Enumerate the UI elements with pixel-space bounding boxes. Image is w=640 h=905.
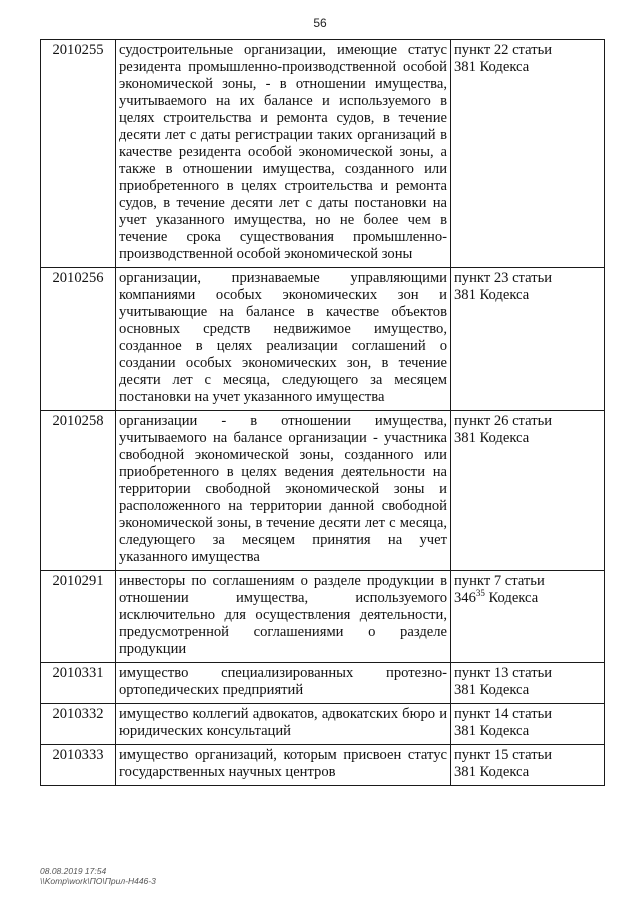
legal-reference-line2: 381 Кодекса — [454, 287, 530, 303]
legal-reference-line1: пункт 23 статьи — [454, 270, 553, 286]
table-row — [41, 663, 605, 704]
footnote-mark: 35 — [475, 588, 485, 599]
legal-reference — [451, 571, 605, 663]
legal-reference-line2: 381 Кодекса — [454, 682, 530, 698]
benefit-description: имущество специализированных протезно-ортопедических предприятий — [116, 663, 451, 704]
benefit-code: 2010256 — [41, 268, 116, 411]
document-footer — [40, 866, 156, 886]
footer-file-path: \\Komp\work\ПО\Прил-Н446-3 — [40, 876, 156, 886]
benefit-description: организации - в отношении имущества, учитываемого на балансе организации - участника свободной экономической зоны, созданного или приобретенного в целях ведения деятельности на территории свободной экономической зоны и расположенного на территории данной свободной экономической зоны, в течение десяти лет с месяца, следующего за месяцем принятия на учет указанного имущества — [116, 411, 451, 571]
legal-reference — [451, 268, 605, 411]
benefit-code: 2010331 — [41, 663, 116, 704]
page-number: 56 — [313, 16, 327, 30]
table-row — [41, 571, 605, 663]
benefit-code: 2010333 — [41, 745, 116, 786]
article-number: 346 — [454, 590, 476, 606]
legal-reference-line1: пункт 15 статьи — [454, 747, 553, 763]
legal-reference — [451, 411, 605, 571]
legal-reference-line1: пункт 13 статьи — [454, 665, 553, 681]
legal-reference — [451, 40, 605, 268]
legal-reference — [451, 745, 605, 786]
benefit-description: инвесторы по соглашениям о разделе продукции в отношении имущества, используемого исключительно для осуществления деятельности, предусмотренной соглашениями о разделе продукции — [116, 571, 451, 663]
tax-benefit-codes-table — [40, 39, 605, 786]
benefit-code: 2010332 — [41, 704, 116, 745]
legal-reference-line2: 381 Кодекса — [454, 764, 530, 780]
legal-reference-line1: пункт 14 статьи — [454, 706, 553, 722]
legal-reference — [451, 663, 605, 704]
table-row — [41, 268, 605, 411]
benefit-code: 2010258 — [41, 411, 116, 571]
benefit-description: судостроительные организации, имеющие статус резидента промышленно-производственной особой экономической зоны, - в отношении имущества, учитываемого на их балансе и используемого в целях строительства и ремонта судов, в течение десяти лет с даты регистрации таких организаций в качестве резидента особой экономической зоны, а также в отношении имущества, созданного или приобретенного в целях строительства и ремонта судов, в течение десяти лет с даты постановки на учет указанного имущества, но не более чем в течение срока существования промышленно-производственной особой экономической зоны — [116, 40, 451, 268]
benefit-code: 2010291 — [41, 571, 116, 663]
legal-reference-line2: 381 Кодекса — [454, 723, 530, 739]
legal-reference-line2: 381 Кодекса — [454, 59, 530, 75]
legal-reference-line1: пункт 7 статьи — [454, 573, 545, 589]
legal-reference-line2: 381 Кодекса — [454, 430, 530, 446]
table-row — [41, 704, 605, 745]
benefit-description: организации, признаваемые управляющими компаниями особых экономических зон и учитывающие на балансе в качестве объектов основных средств недвижимое имущество, созданное в целях реализации соглашений о создании особых экономических зон, в течение десяти лет с месяца, следующего за месяцем постановки на учет указанного имущества — [116, 268, 451, 411]
legal-reference-line1: пункт 26 статьи — [454, 413, 553, 429]
legal-reference-line1: пункт 22 статьи — [454, 42, 553, 58]
table-row — [41, 411, 605, 571]
benefit-description: имущество организаций, которым присвоен статус государственных научных центров — [116, 745, 451, 786]
footer-timestamp: 08.08.2019 17:54 — [40, 866, 107, 876]
benefit-description: имущество коллегий адвокатов, адвокатских бюро и юридических консультаций — [116, 704, 451, 745]
table-row — [41, 40, 605, 268]
table-row — [41, 745, 605, 786]
code-label: Кодекса — [484, 590, 539, 606]
legal-reference-line2 — [454, 590, 601, 607]
benefit-code: 2010255 — [41, 40, 116, 268]
legal-reference — [451, 704, 605, 745]
